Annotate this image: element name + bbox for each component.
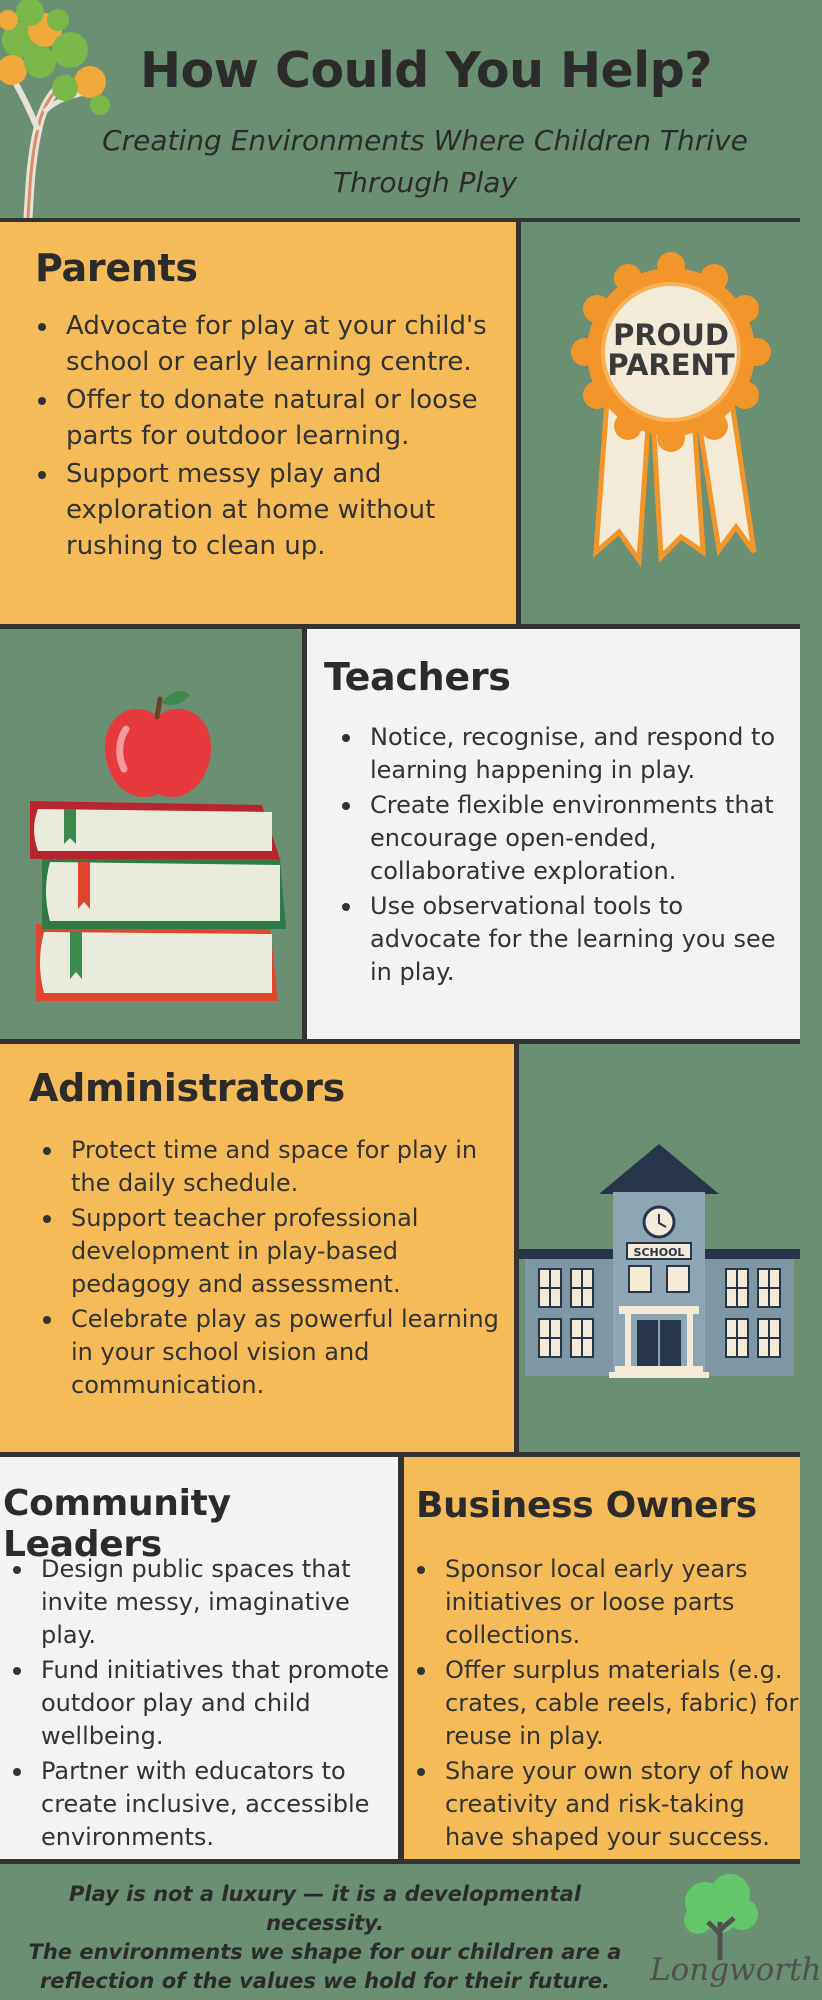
list-item: Use observational tools to advocate for the learning you see in play.	[339, 890, 794, 989]
footer	[0, 1864, 822, 2000]
footer-line3: reflection of the values we hold for their future.	[39, 1969, 611, 1993]
administrators-heading: Administrators	[29, 1066, 345, 1110]
administrators-list	[40, 1134, 510, 1404]
badge-line2: PARENT	[607, 348, 735, 382]
footer-line2: The environments we shape for our children are a	[28, 1940, 622, 1964]
page-subtitle: Creating Environments Where Children Thrive Through Play	[102, 124, 748, 199]
list-item: Offer to donate natural or loose parts for outdoor learning.	[35, 382, 505, 454]
divider	[0, 624, 800, 629]
list-item: Sponsor local early years initiatives or loose parts collections.	[414, 1553, 806, 1652]
parents-heading: Parents	[35, 246, 198, 290]
divider	[0, 1039, 800, 1044]
administrators-panel	[0, 1044, 514, 1452]
divider	[514, 1044, 519, 1452]
community-leaders-list	[10, 1553, 396, 1856]
community-leaders-heading: Community Leaders	[3, 1483, 231, 1565]
list-item: Celebrate play as powerful learning in your school vision and communication.	[40, 1303, 510, 1402]
business-owners-heading: Business Owners	[416, 1485, 757, 1526]
teachers-list	[339, 721, 794, 991]
brand-name: Longworth	[650, 1952, 822, 1988]
business-owners-panel	[404, 1457, 800, 1859]
teachers-panel	[307, 629, 800, 1039]
list-item: Advocate for play at your child's school or early learning centre.	[35, 308, 505, 380]
proud-parent-badge-icon	[521, 222, 800, 624]
list-item: Notice, recognise, and respond to learning happening in play.	[339, 721, 794, 787]
school-sign-text: SCHOOL	[633, 1246, 685, 1259]
list-item: Partner with educators to create inclusive, accessible environments.	[10, 1755, 396, 1854]
page-title: How Could You Help?	[140, 42, 713, 99]
list-item: Share your own story of how creativity and risk-taking have shaped your success.	[414, 1755, 806, 1854]
business-owners-list	[414, 1553, 806, 1856]
footer-line1: Play is not a luxury — it is a developmental necessity.	[68, 1882, 582, 1935]
community-leaders-panel	[0, 1457, 398, 1859]
teachers-heading: Teachers	[324, 655, 511, 699]
teachers-image-panel	[0, 629, 302, 1039]
parents-image-panel	[521, 222, 800, 624]
list-item: Support messy play and exploration at home without rushing to clean up.	[35, 456, 505, 564]
list-item: Fund initiatives that promote outdoor play and child wellbeing.	[10, 1654, 396, 1753]
books-and-apple-icon	[0, 629, 302, 1039]
list-item: Design public spaces that invite messy, imaginative play.	[10, 1553, 396, 1652]
footer-quote	[20, 1880, 630, 1996]
administrators-image-panel	[519, 1044, 800, 1452]
divider	[302, 629, 307, 1039]
list-item: Offer surplus materials (e.g. crates, cable reels, fabric) for reuse in play.	[414, 1654, 806, 1753]
list-item: Create flexible environments that encourage open-ended, collaborative exploration.	[339, 789, 794, 888]
parents-panel	[0, 222, 516, 624]
divider	[516, 222, 521, 624]
longworth-tree-logo-icon	[670, 1872, 770, 1962]
divider	[0, 218, 800, 222]
school-building-icon	[519, 1044, 800, 1452]
badge-line1: PROUD	[613, 318, 729, 352]
header	[0, 0, 800, 218]
list-item: Support teacher professional development in play-based pedagogy and assessment.	[40, 1202, 510, 1301]
list-item: Protect time and space for play in the daily schedule.	[40, 1134, 510, 1200]
parents-list	[35, 308, 505, 566]
divider	[398, 1457, 404, 1859]
